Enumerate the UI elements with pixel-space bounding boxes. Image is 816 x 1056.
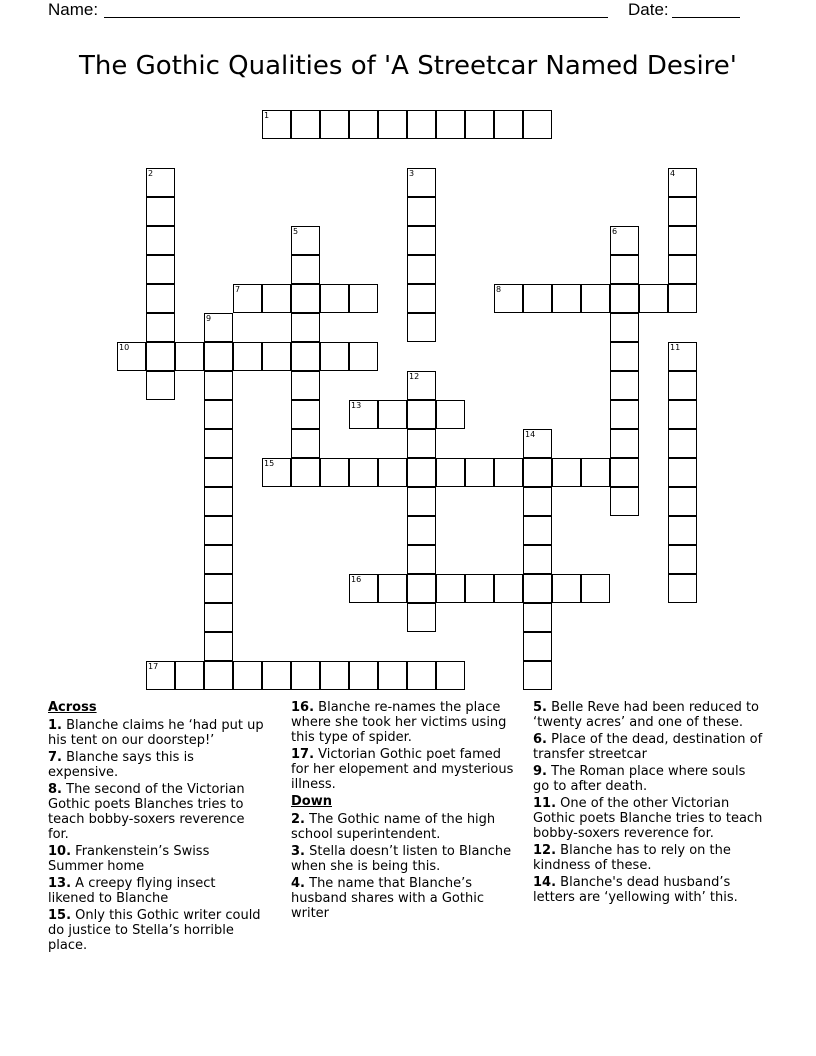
grid-cell[interactable] — [204, 458, 233, 487]
grid-cell[interactable] — [523, 458, 552, 487]
clue-down-4: 4. The name that Blanche’s husband shares with a Gothic writer — [291, 876, 484, 921]
grid-cell[interactable] — [262, 342, 291, 371]
across-heading: Across — [48, 700, 97, 715]
clue-down-2: 2. The Gothic name of the high school superintendent. — [291, 812, 496, 842]
clue-across-17: 17. Victorian Gothic poet famed for her elopement and mysterious illness. — [291, 747, 514, 792]
grid-cell[interactable] — [407, 284, 436, 313]
grid-cell[interactable] — [146, 313, 175, 342]
grid-cell[interactable] — [610, 371, 639, 400]
grid-cell[interactable] — [291, 458, 320, 487]
grid-cell[interactable] — [146, 342, 175, 371]
clue-down-5: 5. Belle Reve had been reduced to ‘twenty acres’ and one of these. — [533, 700, 760, 730]
grid-cell[interactable] — [494, 110, 523, 139]
grid-cell[interactable] — [407, 429, 436, 458]
grid-cell[interactable] — [262, 661, 291, 690]
grid-cell[interactable] — [320, 110, 349, 139]
grid-cell[interactable] — [523, 487, 552, 516]
grid-cell[interactable] — [523, 284, 552, 313]
grid-cell[interactable] — [407, 226, 436, 255]
grid-cell[interactable] — [291, 255, 320, 284]
grid-cell[interactable] — [407, 400, 436, 429]
clue-down-6: 6. Place of the dead, destination of transfer streetcar — [533, 732, 763, 762]
grid-cell[interactable] — [436, 110, 465, 139]
clue-number: 14 — [525, 430, 536, 439]
grid-cell[interactable] — [610, 255, 639, 284]
grid-cell[interactable] — [233, 661, 262, 690]
grid-cell[interactable] — [552, 574, 581, 603]
clue-number: 9 — [206, 314, 212, 323]
grid-cell[interactable] — [552, 284, 581, 313]
grid-cell[interactable] — [407, 197, 436, 226]
grid-cell[interactable] — [668, 197, 697, 226]
grid-cell[interactable] — [407, 574, 436, 603]
grid-cell[interactable] — [465, 110, 494, 139]
grid-cell[interactable] — [175, 342, 204, 371]
grid-cell[interactable] — [523, 545, 552, 574]
grid-cell[interactable] — [146, 197, 175, 226]
clue-number: 10 — [119, 343, 130, 352]
grid-cell[interactable] — [291, 284, 320, 313]
grid-cell[interactable] — [668, 487, 697, 516]
grid-cell[interactable] — [204, 603, 233, 632]
clue-number: 4 — [670, 169, 676, 178]
grid-cell[interactable] — [407, 255, 436, 284]
grid-cell[interactable] — [349, 284, 378, 313]
grid-cell[interactable] — [291, 371, 320, 400]
clue-down-9: 9. The Roman place where souls go to after death. — [533, 764, 746, 794]
grid-cell[interactable] — [349, 110, 378, 139]
grid-cell[interactable] — [668, 255, 697, 284]
clue-number: 11 — [670, 343, 681, 352]
name-label: Name: — [48, 0, 99, 19]
grid-cell[interactable] — [291, 313, 320, 342]
grid-cell[interactable] — [349, 342, 378, 371]
grid-cell[interactable] — [581, 284, 610, 313]
grid-cell[interactable] — [668, 429, 697, 458]
clue-down-11: 11. One of the other Victorian Gothic poets Blanche tries to teach bobby-soxers reverence for. — [533, 796, 763, 841]
grid-cell[interactable] — [407, 603, 436, 632]
grid-cell[interactable] — [610, 284, 639, 313]
grid-cell[interactable] — [668, 458, 697, 487]
grid-cell[interactable] — [407, 458, 436, 487]
grid-cell[interactable] — [610, 342, 639, 371]
grid-cell[interactable] — [204, 661, 233, 690]
grid-cell[interactable] — [436, 661, 465, 690]
clue-across-7: 7. Blanche says this is expensive. — [48, 750, 194, 780]
clue-across-15: 15. Only this Gothic writer could do justice to Stella’s horrible place. — [48, 908, 261, 953]
clue-across-13: 13. A creepy flying insect likened to Blanche — [48, 876, 216, 906]
grid-cell[interactable] — [407, 661, 436, 690]
clue-down-12: 12. Blanche has to rely on the kindness of these. — [533, 843, 731, 873]
down-heading: Down — [291, 794, 332, 809]
grid-cell[interactable] — [436, 400, 465, 429]
grid-cell[interactable] — [320, 342, 349, 371]
grid-cell[interactable] — [668, 226, 697, 255]
grid-cell[interactable] — [291, 661, 320, 690]
grid-cell[interactable] — [378, 458, 407, 487]
grid-cell[interactable] — [291, 400, 320, 429]
grid-cell[interactable] — [175, 661, 204, 690]
grid-cell[interactable] — [436, 574, 465, 603]
grid-cell[interactable] — [407, 545, 436, 574]
grid-cell[interactable] — [378, 574, 407, 603]
clue-number: 16 — [351, 575, 362, 584]
grid-cell[interactable] — [233, 342, 262, 371]
clue-column-1 — [48, 700, 266, 955]
clue-across-16: 16. Blanche re-names the place where she took her victims using this type of spider. — [291, 700, 507, 745]
clue-column-2 — [291, 700, 521, 923]
grid-cell[interactable] — [668, 371, 697, 400]
grid-cell[interactable] — [523, 574, 552, 603]
grid-cell[interactable] — [610, 429, 639, 458]
grid-cell[interactable] — [610, 313, 639, 342]
grid-cell[interactable] — [407, 487, 436, 516]
grid-cell[interactable] — [494, 574, 523, 603]
page-title: The Gothic Qualities of 'A Streetcar Named Desire' — [79, 51, 737, 81]
grid-cell[interactable] — [581, 574, 610, 603]
grid-cell[interactable] — [668, 400, 697, 429]
grid-cell[interactable] — [378, 661, 407, 690]
grid-cell[interactable] — [320, 661, 349, 690]
grid-cell[interactable] — [668, 284, 697, 313]
clue-number: 17 — [148, 662, 159, 671]
grid-cell[interactable] — [204, 574, 233, 603]
grid-cell[interactable] — [291, 110, 320, 139]
grid-cell[interactable] — [668, 516, 697, 545]
grid-cell[interactable] — [146, 255, 175, 284]
grid-cell[interactable] — [320, 458, 349, 487]
grid-cell[interactable] — [146, 226, 175, 255]
clue-down-14: 14. Blanche's dead husband’s letters are ‘yellowing with’ this. — [533, 875, 738, 905]
grid-cell[interactable] — [146, 371, 175, 400]
grid-cell[interactable] — [204, 516, 233, 545]
clue-column-3 — [533, 700, 765, 907]
grid-cell[interactable] — [204, 342, 233, 371]
grid-cell[interactable] — [523, 516, 552, 545]
clue-across-8: 8. The second of the Victorian Gothic poets Blanches tries to teach bobby-soxers reverence for. — [48, 782, 245, 842]
grid-cell[interactable] — [262, 284, 291, 313]
grid-cell[interactable] — [639, 284, 668, 313]
clue-down-3: 3. Stella doesn’t listen to Blanche when she is being this. — [291, 844, 512, 874]
grid-cell[interactable] — [407, 516, 436, 545]
grid-cell[interactable] — [146, 284, 175, 313]
clue-across-1: 1. Blanche claims he ‘had put up his tent on our doorstep!’ — [48, 718, 264, 748]
clue-number: 15 — [264, 459, 275, 468]
grid-cell[interactable] — [610, 400, 639, 429]
grid-cell[interactable] — [523, 603, 552, 632]
date-label: Date: — [628, 0, 669, 19]
clue-number: 3 — [409, 169, 415, 178]
grid-cell[interactable] — [668, 574, 697, 603]
grid-cell[interactable] — [523, 632, 552, 661]
clue-number: 13 — [351, 401, 362, 410]
grid-cell[interactable] — [436, 458, 465, 487]
clue-number: 2 — [148, 169, 154, 178]
grid-cell[interactable] — [378, 400, 407, 429]
clue-number: 8 — [496, 285, 502, 294]
grid-cell[interactable] — [552, 458, 581, 487]
grid-cell[interactable] — [204, 487, 233, 516]
grid-cell[interactable] — [581, 458, 610, 487]
grid-cell[interactable] — [291, 429, 320, 458]
grid-cell[interactable] — [204, 632, 233, 661]
grid-cell[interactable] — [494, 458, 523, 487]
grid-cell[interactable] — [407, 313, 436, 342]
clue-number: 7 — [235, 285, 241, 294]
grid-cell[interactable] — [407, 110, 436, 139]
grid-cell[interactable] — [610, 458, 639, 487]
grid-cell[interactable] — [204, 371, 233, 400]
grid-cell[interactable] — [523, 110, 552, 139]
grid-cell[interactable] — [668, 545, 697, 574]
grid-cell[interactable] — [465, 574, 494, 603]
grid-cell[interactable] — [465, 458, 494, 487]
clue-across-10: 10. Frankenstein’s Swiss Summer home — [48, 844, 210, 874]
clue-number: 12 — [409, 372, 420, 381]
grid-cell[interactable] — [204, 545, 233, 574]
clue-number: 6 — [612, 227, 618, 236]
grid-cell[interactable] — [204, 429, 233, 458]
grid-cell[interactable] — [291, 342, 320, 371]
grid-cell[interactable] — [320, 284, 349, 313]
grid-cell[interactable] — [349, 661, 378, 690]
grid-cell[interactable] — [204, 400, 233, 429]
clue-number: 1 — [264, 111, 270, 120]
grid-cell[interactable] — [349, 458, 378, 487]
clue-number: 5 — [293, 227, 299, 236]
grid-cell[interactable] — [523, 661, 552, 690]
grid-cell[interactable] — [610, 487, 639, 516]
grid-cell[interactable] — [378, 110, 407, 139]
